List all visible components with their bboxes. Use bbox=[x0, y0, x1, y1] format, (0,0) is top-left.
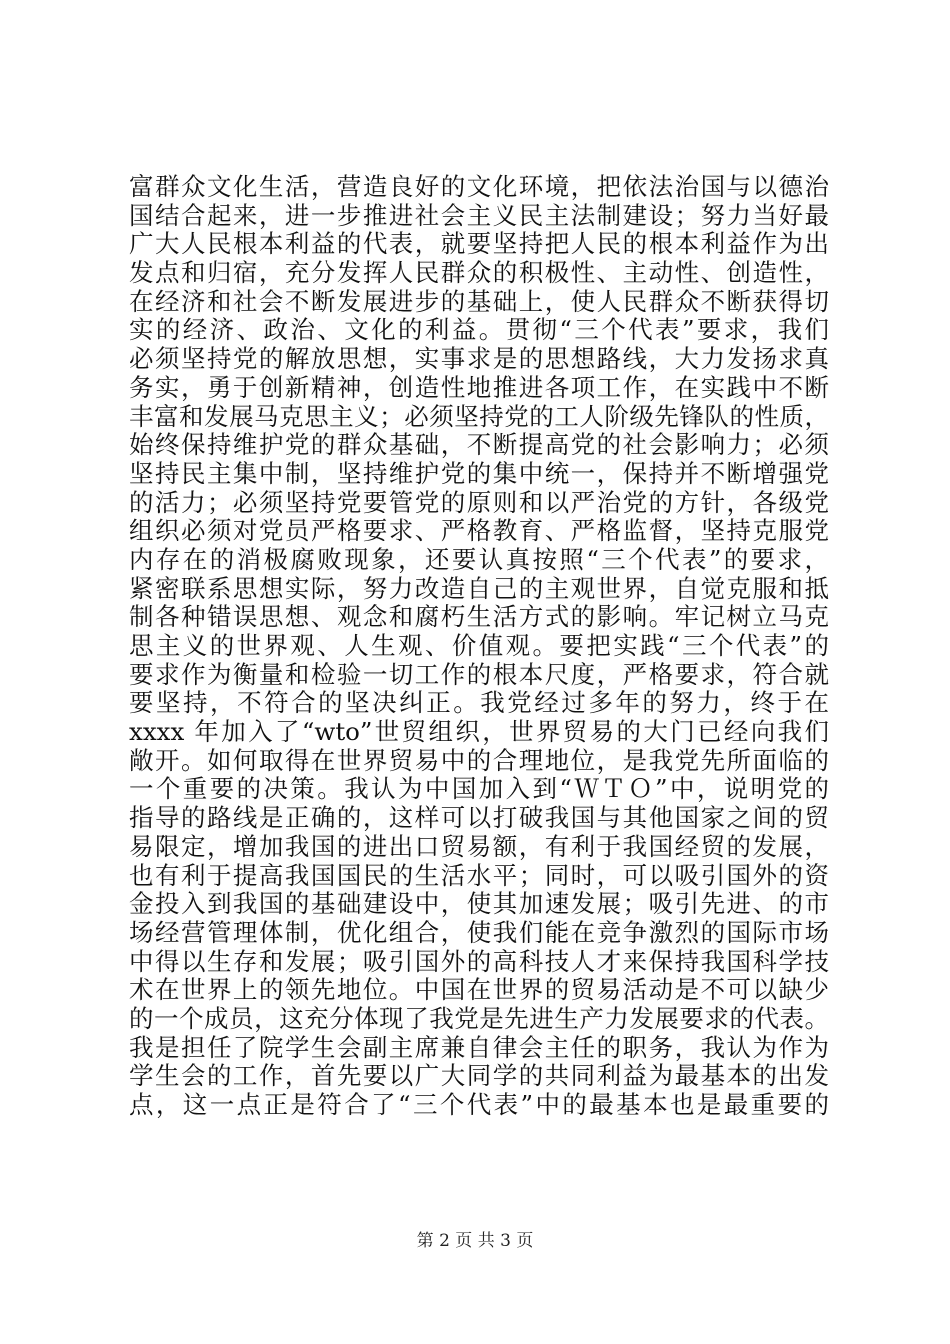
text-line: 始终保持维护党的群众基础，不断提高党的社会影响力；必须 bbox=[129, 430, 829, 460]
text-line: 的一个成员，这充分体现了我党是先进生产力发展要求的代表。 bbox=[129, 1003, 829, 1033]
text-line: 丰富和发展马克思主义；必须坚持党的工人阶级先锋队的性质， bbox=[129, 401, 829, 431]
text-line: 制各种错误思想、观念和腐朽生活方式的影响。牢记树立马克 bbox=[129, 602, 829, 632]
text-line: 术在世界上的领先地位。中国在世界的贸易活动是不可以缺少 bbox=[129, 975, 829, 1005]
page-number-footer: 第 2 页 共 3 页 bbox=[416, 1231, 534, 1251]
text-line: 也有利于提高我国国民的生活水平；同时，可以吸引国外的资 bbox=[129, 860, 829, 890]
text-line: 坚持民主集中制，坚持维护党的集中统一，保持并不断增强党 bbox=[129, 458, 829, 488]
text-line: 金投入到我国的基础建设中，使其加速发展；吸引先进、的市 bbox=[129, 889, 829, 919]
text-line: 思主义的世界观、人生观、价值观。要把实践“三个代表”的 bbox=[129, 631, 829, 660]
text-line: 要坚持，不符合的坚决纠正。我党经过多年的努力，终于在 bbox=[129, 688, 829, 718]
text-line: 易限定，增加我国的进出口贸易额，有利于我国经贸的发展， bbox=[129, 831, 829, 861]
text-line: xxxx 年加入了“wto”世贸组织，世界贸易的大门已经向我们 bbox=[129, 717, 829, 747]
text-line: 中得以生存和发展；吸引国外的高科技人才来保持我国科学技 bbox=[129, 946, 829, 976]
text-line: 在经济和社会不断发展进步的基础上，使人民群众不断获得切 bbox=[129, 286, 829, 316]
text-line: 我是担任了院学生会副主席兼自律会主任的职务，我认为作为 bbox=[129, 1032, 829, 1062]
text-line: 点，这一点正是符合了“三个代表”中的最基本也是最重要的 bbox=[129, 1090, 829, 1119]
text-line: 敞开。如何取得在世界贸易中的合理地位，是我党先所面临的 bbox=[129, 745, 829, 775]
text-line: 紧密联系思想实际，努力改造自己的主观世界，自觉克服和抵 bbox=[129, 573, 829, 603]
text-line: 学生会的工作，首先要以广大同学的共同利益为最基本的出发 bbox=[129, 1061, 829, 1091]
text-line: 的活力；必须坚持党要管党的原则和以严治党的方针，各级党 bbox=[129, 487, 829, 517]
text-line: 国结合起来，进一步推进社会主义民主法制建设；努力当好最 bbox=[129, 200, 829, 230]
text-line: 发点和归宿，充分发挥人民群众的积极性、主动性、创造性， bbox=[129, 258, 829, 288]
text-line: 广大人民根本利益的代表，就要坚持把人民的根本利益作为出 bbox=[129, 229, 829, 259]
text-line: 场经营管理体制，优化组合，使我们能在竞争激烈的国际市场 bbox=[129, 917, 829, 947]
text-line: 一个重要的决策。我认为中国加入到“ＷＴＯ”中，说明党的 bbox=[129, 774, 829, 804]
text-line: 要求作为衡量和检验一切工作的根本尺度，严格要求，符合就 bbox=[129, 659, 829, 689]
text-line: 指导的路线是正确的，这样可以打破我国与其他国家之间的贸 bbox=[129, 803, 829, 833]
text-line: 必须坚持党的解放思想，实事求是的思想路线，大力发扬求真 bbox=[129, 344, 829, 374]
text-line: 务实，勇于创新精神，创造性地推进各项工作，在实践中不断 bbox=[129, 372, 829, 402]
text-line: 组织必须对党员严格要求、严格教育、严格监督，坚持克服党 bbox=[129, 516, 829, 546]
text-line: 实的经济、政治、文化的利益。贯彻“三个代表”要求，我们 bbox=[129, 315, 829, 345]
body-text bbox=[129, 173, 829, 1120]
text-line: 富群众文化生活，营造良好的文化环境，把依法治国与以德治 bbox=[129, 172, 829, 201]
text-line: 内存在的消极腐败现象，还要认真按照“三个代表”的要求， bbox=[129, 544, 829, 574]
